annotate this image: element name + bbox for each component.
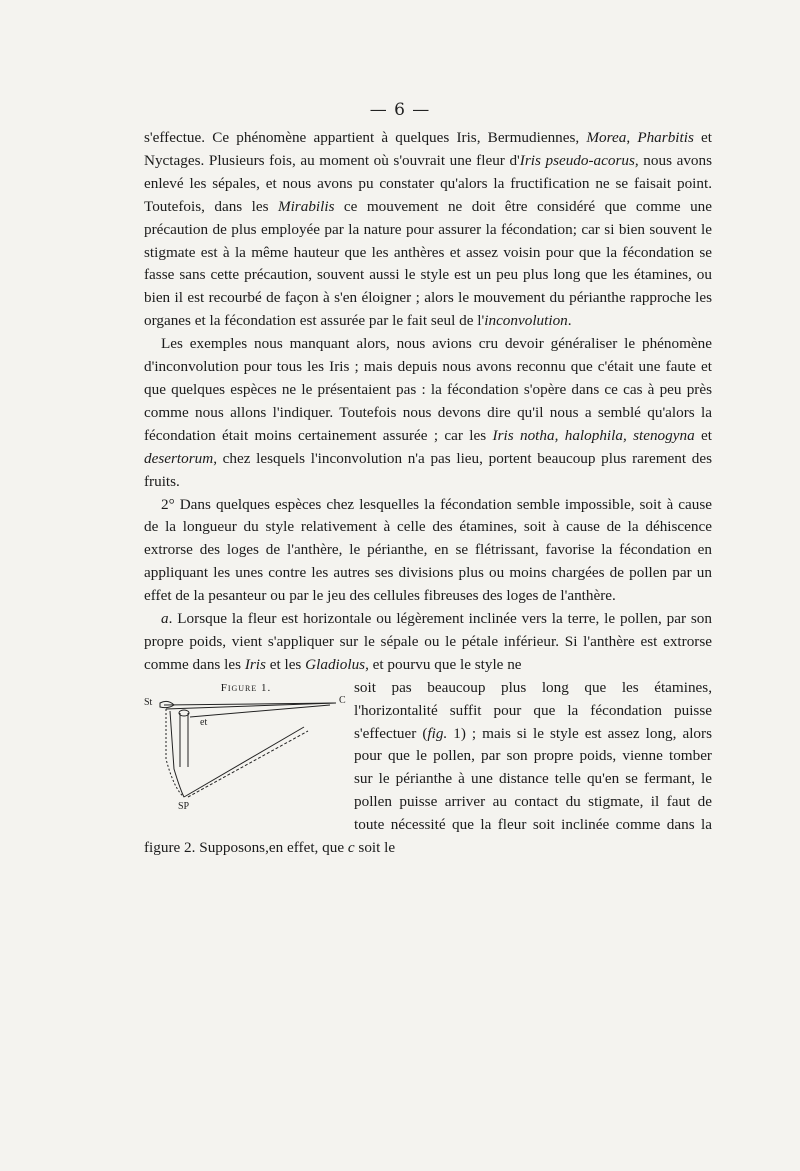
italic-run: Iris pseudo-acorus <box>519 151 635 169</box>
text-run: ce mouvement ne doit être considéré que comme une précaution de plus employée par la nature pour assurer la fécondation; car si bien souvent le stigmate est à la même hauteur que les anthères et assez voisin pour que la fécondation se fasse sans cette précaution, souvent aussi le style est un peu plus long que les étamines, ou bien il est recourbé de façon à s'en éloigner ; alors le mouvement du périanthe rapproche les organes et la fécondation est assurée par le fait seul de l' <box>144 197 712 330</box>
italic-run: a <box>161 610 169 628</box>
text-run: , nous avons enlevé les sépales, et nous avons pu constater qu'alors la fructification ne se faisait point. Toutefois, dans les <box>144 151 713 215</box>
lower-perianth-line <box>166 709 184 797</box>
label-st: St <box>144 696 153 708</box>
text-run: soit le <box>354 839 396 857</box>
text-run: , et pourvu que le style ne <box>365 655 522 673</box>
italic-run: inconvolution <box>484 312 568 330</box>
text-run: . Lorsque la fleur est horizontale ou légèrement inclinée vers la terre, le pollen, par son propre poids, vient s'appliquer sur le sépale ou le pétale inférieur. Si l'anthère est extrorse comme dans les <box>144 610 712 673</box>
text-run: . <box>567 312 572 330</box>
italic-run: Morea <box>586 129 627 146</box>
body-text <box>144 127 712 860</box>
italic-run: Iris notha, halophila, stenogyna <box>492 426 695 444</box>
text-run: 1) ; mais si le style est assez long, alors pour que le pollen, par son propre poids, vienne tomber sur le périanthe à une distance telle qu'en se fermant, le pollen puisse arriver au contact du stigmate, il faut de toute nécessité que la fleur soit inclinée comme dans la figure 2. Supposons,en effet, que <box>144 724 712 857</box>
text-run: 2° Dans quelques espèces chez lesquelles la fécondation semble impossible, soit à cause de la longueur du style relativement à celle des étamines, soit à cause de la déhiscence extrorse des loges de l'anthère, le périanthe, en se flétrissant, favorise la fécondation en appliquant les unes contre les autres ses divisions plus ou moins chargées de pollen par un effet de la pesanteur ou par le jeu des cellules fibreuses des loges de l'anthère. <box>144 495 712 605</box>
text-run: soit pas beaucoup plus long que les étamines, l'horizontalité suffit pour que la fécondation puisse s'effectuer ( <box>354 678 712 742</box>
page-number: — 6 — <box>369 100 431 120</box>
figure-1-drawing <box>144 689 348 829</box>
label-et: et <box>200 716 208 728</box>
stamen-column <box>180 713 188 767</box>
paragraph-2 <box>144 333 712 493</box>
figure-1 <box>144 677 348 832</box>
paragraph-1 <box>144 127 712 333</box>
figure-caption: Figure 1. <box>220 681 272 694</box>
label-c: C <box>339 694 346 706</box>
paragraph-4-intro <box>144 608 712 677</box>
lower-sepal-edge-2 <box>188 731 308 797</box>
italic-run: desertorum <box>144 449 214 467</box>
italic-run: Pharbitis <box>637 129 694 146</box>
text-run: et les <box>265 655 306 673</box>
text-run: , chez lesquels l'inconvolution n'a pas lieu, portent beaucoup plus rarement des fruits. <box>144 449 712 490</box>
text-run: Les exemples nous manquant alors, nous avions cru devoir généraliser le phénomène d'inconvolution pour tous les Iris ; mais depuis nous avons reconnu que c'était une faute et que quelques espèces ne le présentaient pas : la fécondation s'opère dans ce cas à peu près comme nous allons l'indiquer. Toutefois nous devons dire qu'il nous a semblé qu'alors la fécondation était moins certainement assurée ; car les <box>144 335 712 444</box>
text-run: et <box>694 426 712 444</box>
italic-run: Gladiolus <box>305 655 366 673</box>
text-run: , <box>626 129 638 146</box>
italic-run: Mirabilis <box>277 197 335 215</box>
paragraph-3 <box>144 494 712 609</box>
italic-run: c <box>347 839 355 857</box>
italic-run: fig. <box>427 724 448 742</box>
inner-line <box>190 705 330 717</box>
text-run: s'effectue. Ce phénomène appartient à quelques Iris, Bermudiennes, <box>144 129 587 146</box>
italic-run: Iris <box>244 655 266 673</box>
label-sp: SP <box>178 800 190 812</box>
text-run: et Nyctages. Plusieurs fois, au moment où s'ouvrait une fleur d' <box>144 129 712 169</box>
lower-sepal-edge <box>184 727 304 797</box>
lower-perianth-line-2 <box>170 711 184 797</box>
